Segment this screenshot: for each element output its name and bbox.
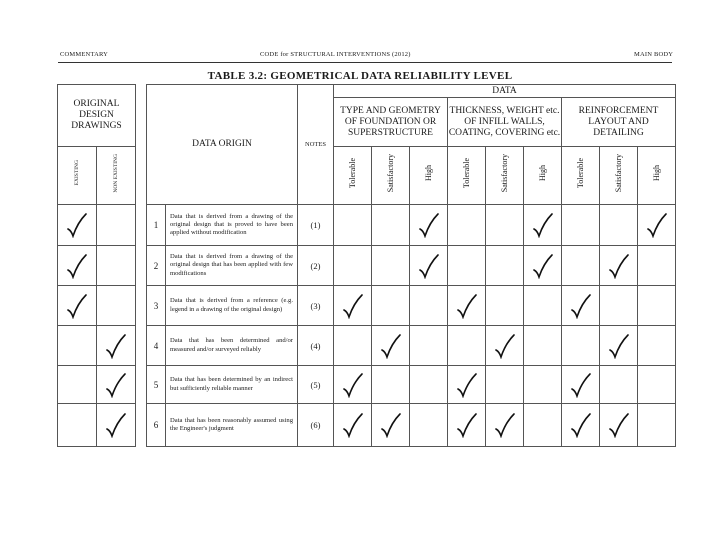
check-icon <box>65 212 89 238</box>
level-cell <box>448 246 486 286</box>
group-infill: THICKNESS, WEIGHT etc. OF INFILL WALLS, COATING, COVERING etc. <box>448 98 562 147</box>
drawings-row <box>58 286 136 326</box>
check-icon <box>607 412 631 438</box>
level-cell <box>562 286 600 326</box>
row-description: Data that has been reasonably assumed using the Engineer's judgment <box>166 404 298 447</box>
cell-existing <box>58 286 97 326</box>
check-icon <box>455 372 479 398</box>
level-infill-tolerable: Tolerable <box>448 147 486 205</box>
row-number: 5 <box>147 366 166 404</box>
level-cell <box>486 326 524 366</box>
check-icon <box>531 212 555 238</box>
level-cell <box>410 286 448 326</box>
table-title: TABLE 3.2: GEOMETRICAL DATA RELIABILITY LEVEL <box>207 70 513 82</box>
drawings-row <box>58 404 136 447</box>
check-icon <box>493 412 517 438</box>
level-cell <box>562 326 600 366</box>
row-note: (4) <box>298 326 334 366</box>
level-cell <box>600 205 638 246</box>
level-cell <box>410 404 448 447</box>
level-cell <box>562 205 600 246</box>
cell-existing <box>58 404 97 447</box>
check-icon <box>104 372 128 398</box>
level-foundation-satisfactory: Satisfactory <box>372 147 410 205</box>
level-cell <box>524 286 562 326</box>
header-rule <box>58 62 672 63</box>
check-icon <box>493 333 517 359</box>
cell-non-existing <box>97 404 136 447</box>
data-origin-heading: DATA ORIGIN <box>147 85 298 205</box>
level-cell <box>410 326 448 366</box>
check-icon <box>569 293 593 319</box>
level-cell <box>486 404 524 447</box>
check-icon <box>569 372 593 398</box>
level-cell <box>334 286 372 326</box>
cell-existing <box>58 326 97 366</box>
cell-existing <box>58 366 97 404</box>
row-number: 1 <box>147 205 166 246</box>
row-description: Data that is derived from a drawing of the original design that has been applied with few modifications <box>166 246 298 286</box>
level-cell <box>334 366 372 404</box>
level-foundation-tolerable: Tolerable <box>334 147 372 205</box>
level-reinforcement-high: High <box>638 147 676 205</box>
table-row <box>147 205 676 246</box>
check-icon <box>607 333 631 359</box>
level-cell <box>524 246 562 286</box>
level-cell <box>410 366 448 404</box>
cell-existing <box>58 246 97 286</box>
level-cell <box>486 246 524 286</box>
original-drawings-heading: ORIGINAL DESIGN DRAWINGS <box>58 85 136 147</box>
row-note: (3) <box>298 286 334 326</box>
level-cell <box>638 366 676 404</box>
data-heading: DATA <box>334 85 676 98</box>
level-cell <box>486 366 524 404</box>
table-row <box>147 286 676 326</box>
group-reinforcement: REINFORCEMENT LAYOUT AND DETAILING <box>562 98 676 147</box>
check-icon <box>379 412 403 438</box>
row-number: 3 <box>147 286 166 326</box>
row-number: 2 <box>147 246 166 286</box>
row-description: Data that has been determined by an indirect but sufficiently reliable manner <box>166 366 298 404</box>
level-cell <box>372 205 410 246</box>
header-left: COMMENTARY <box>60 51 109 58</box>
check-icon <box>607 253 631 279</box>
check-icon <box>455 293 479 319</box>
cell-non-existing <box>97 246 136 286</box>
group-foundation: TYPE AND GEOMETRY OF FOUNDATION OR SUPERSTRUCTURE <box>334 98 448 147</box>
header-right: MAIN BODY <box>634 51 674 58</box>
level-cell <box>334 404 372 447</box>
level-cell <box>448 205 486 246</box>
row-number: 4 <box>147 326 166 366</box>
level-cell <box>372 366 410 404</box>
level-cell <box>334 246 372 286</box>
level-cell <box>334 326 372 366</box>
drawings-row <box>58 326 136 366</box>
level-cell <box>486 286 524 326</box>
check-icon <box>341 372 365 398</box>
level-reinforcement-satisfactory: Satisfactory <box>600 147 638 205</box>
check-icon <box>65 253 89 279</box>
level-cell <box>448 326 486 366</box>
check-icon <box>417 253 441 279</box>
table-row <box>147 366 676 404</box>
level-cell <box>410 205 448 246</box>
level-cell <box>372 404 410 447</box>
level-cell <box>524 205 562 246</box>
row-description: Data that has been determined and/or measured and/or surveyed reliably <box>166 326 298 366</box>
row-description: Data that is derived from a drawing of the original design that is proved to have been applied without modification <box>166 205 298 246</box>
level-cell <box>448 404 486 447</box>
check-icon <box>341 412 365 438</box>
drawings-row <box>58 246 136 286</box>
check-icon <box>569 412 593 438</box>
check-icon <box>379 333 403 359</box>
cell-existing <box>58 205 97 246</box>
original-drawings-table <box>57 84 136 447</box>
level-cell <box>372 326 410 366</box>
level-cell <box>448 286 486 326</box>
table-row <box>147 326 676 366</box>
header-center: CODE for STRUCTURAL INTERVENTIONS (2012) <box>260 51 411 58</box>
level-cell <box>524 404 562 447</box>
cell-non-existing <box>97 366 136 404</box>
level-infill-satisfactory: Satisfactory <box>486 147 524 205</box>
level-cell <box>562 404 600 447</box>
level-cell <box>372 246 410 286</box>
level-cell <box>448 366 486 404</box>
table-row <box>147 246 676 286</box>
level-cell <box>524 326 562 366</box>
level-cell <box>638 326 676 366</box>
check-icon <box>65 293 89 319</box>
row-note: (1) <box>298 205 334 246</box>
cell-non-existing <box>97 205 136 246</box>
level-cell <box>638 286 676 326</box>
level-infill-high: High <box>524 147 562 205</box>
row-number: 6 <box>147 404 166 447</box>
check-icon <box>104 333 128 359</box>
level-reinforcement-tolerable: Tolerable <box>562 147 600 205</box>
row-note: (2) <box>298 246 334 286</box>
level-cell <box>638 246 676 286</box>
col-existing: EXISTING <box>58 147 97 205</box>
level-cell <box>600 404 638 447</box>
col-non-existing: NON EXISTING <box>97 147 136 205</box>
check-icon <box>531 253 555 279</box>
check-icon <box>341 293 365 319</box>
table-row <box>147 404 676 447</box>
level-cell <box>638 404 676 447</box>
level-cell <box>524 366 562 404</box>
check-icon <box>104 412 128 438</box>
level-cell <box>638 205 676 246</box>
check-icon <box>645 212 669 238</box>
level-cell <box>562 246 600 286</box>
drawings-row <box>58 205 136 246</box>
level-foundation-high: High <box>410 147 448 205</box>
level-cell <box>600 326 638 366</box>
level-cell <box>486 205 524 246</box>
row-description: Data that is derived from a reference (e.g. legend in a drawing of the original design) <box>166 286 298 326</box>
level-cell <box>410 246 448 286</box>
check-icon <box>455 412 479 438</box>
drawings-row <box>58 366 136 404</box>
level-cell <box>600 246 638 286</box>
level-cell <box>334 205 372 246</box>
level-cell <box>562 366 600 404</box>
notes-heading: NOTES <box>298 85 334 205</box>
level-cell <box>372 286 410 326</box>
level-cell <box>600 366 638 404</box>
reliability-table <box>146 84 676 447</box>
cell-non-existing <box>97 286 136 326</box>
row-note: (5) <box>298 366 334 404</box>
level-cell <box>600 286 638 326</box>
check-icon <box>417 212 441 238</box>
row-note: (6) <box>298 404 334 447</box>
cell-non-existing <box>97 326 136 366</box>
